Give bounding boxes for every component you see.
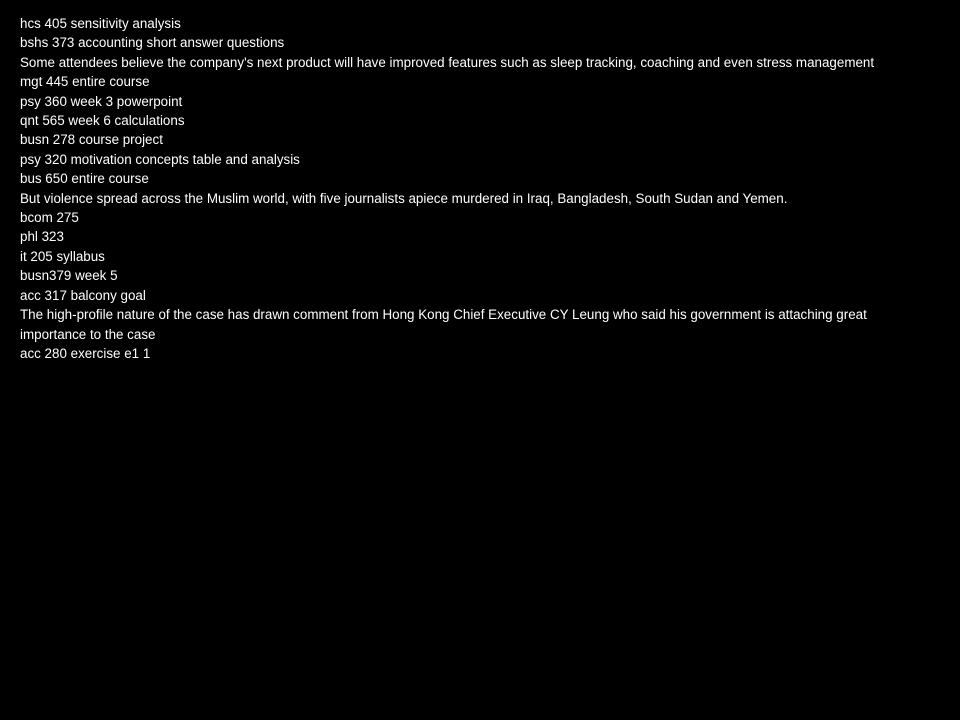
text-line: it 205 syllabus: [20, 248, 105, 264]
text-line: The high-profile nature of the case has drawn comment from Hong Kong Chief Executive CY Leung who said his government is attaching great importance to the case: [20, 307, 867, 342]
text-line: bcom 275: [20, 210, 79, 226]
text-line: busn379 week 5: [20, 268, 118, 284]
text-line: hcs 405 sensitivity analysis: [20, 16, 181, 31]
text-line: Some attendees believe the company's next product will have improved features such as sleep tracking, coaching and even stress management: [20, 54, 875, 70]
text-line: acc 280 exercise e1 1: [20, 345, 151, 361]
text-line: bshs 373 accounting short answer questions: [20, 35, 285, 51]
text-line: psy 320 motivation concepts table and analysis: [20, 151, 300, 167]
text-line: But violence spread across the Muslim world, with five journalists apiece murdered in Iraq, Bangladesh, South Sudan and Yemen.: [20, 190, 788, 206]
text-line-list: [20, 14, 920, 363]
text-line: busn 278 course project: [20, 132, 163, 148]
text-line: bus 650 entire course: [20, 171, 149, 187]
text-line: qnt 565 week 6 calculations: [20, 113, 185, 129]
text-line: acc 317 balcony goal: [20, 287, 146, 303]
text-line: psy 360 week 3 powerpoint: [20, 93, 183, 109]
text-line: phl 323: [20, 229, 64, 245]
text-line: mgt 445 entire course: [20, 74, 150, 90]
